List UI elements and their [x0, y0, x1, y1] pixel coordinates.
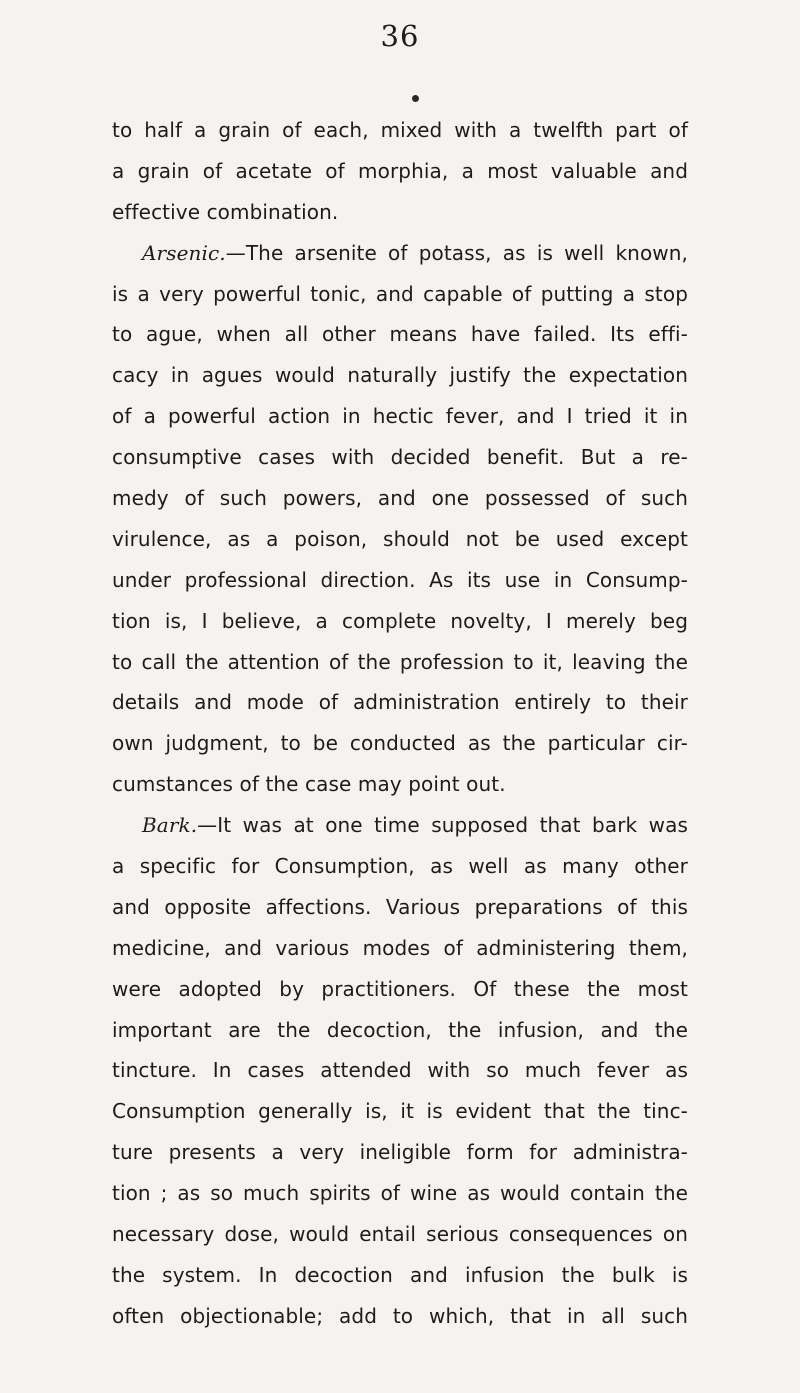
text-line: [112, 601, 688, 642]
text-line: [112, 1010, 688, 1051]
text-line: [112, 192, 688, 233]
line-text: medy of such powers, and one possessed of such: [112, 486, 688, 511]
text-line: [112, 1296, 688, 1337]
text-line: [112, 519, 688, 560]
line-text: a specific for Consumption, as well as many other: [112, 854, 688, 879]
line-text: Consumption generally is, it is evident that the tinc-: [112, 1099, 688, 1124]
text-line: [112, 560, 688, 601]
line-text: tion ; as so much spirits of wine as would contain the: [112, 1181, 688, 1206]
line-text: tincture. In cases attended with so much fever as: [112, 1058, 688, 1083]
line-text: virulence, as a poison, should not be used except: [112, 526, 688, 551]
line-text: is a very powerful tonic, and capable of putting a stop: [112, 281, 688, 306]
line-text: and opposite affections. Various preparations of this: [112, 894, 688, 919]
text-line: [112, 1050, 688, 1091]
line-text: to half a grain of each, mixed with a twelfth part of: [112, 118, 688, 142]
section-term: Arsenic.: [142, 240, 226, 265]
line-text: details and mode of administration entirely to their: [112, 690, 688, 715]
line-text: to ague, when all other means have failed. Its effi-: [112, 322, 688, 347]
line-text: necessary dose, would entail serious consequences on: [112, 1222, 688, 1247]
text-line: [112, 1214, 688, 1255]
text-line: [112, 355, 688, 396]
text-line: [112, 682, 688, 723]
line-text: a grain of acetate of morphia, a most valuable and: [112, 158, 688, 183]
text-line: [112, 314, 688, 355]
line-text: ture presents a very ineligible form for administra-: [112, 1140, 688, 1165]
line-text: important are the decoction, the infusion, and the: [112, 1017, 688, 1042]
text-line: [112, 642, 688, 683]
line-text: often objectionable; add to which, that in all such: [112, 1303, 688, 1328]
line-text: own judgment, to be conducted as the particular cir-: [112, 731, 688, 756]
text-line: [112, 846, 688, 887]
text-line: [112, 887, 688, 928]
text-line: [112, 110, 688, 151]
line-text: tion is, I believe, a complete novelty, I merely beg: [112, 608, 688, 633]
text-line: [112, 396, 688, 437]
section-term: Bark.: [142, 813, 198, 838]
line-text: —The arsenite of potass, as is well known,: [225, 240, 688, 265]
line-text: —It was at one time supposed that bark was: [197, 813, 688, 838]
ink-speck: [412, 95, 419, 102]
line-text: under professional direction. As its use in Consump-: [112, 567, 688, 592]
line-text: to call the attention of the profession to it, leaving the: [112, 649, 688, 674]
text-line: [112, 928, 688, 969]
text-line: [112, 274, 688, 315]
line-text: the system. In decoction and infusion the bulk is: [112, 1262, 688, 1287]
text-line: [112, 478, 688, 519]
text-line: [112, 1132, 688, 1173]
text-line: [112, 1255, 688, 1296]
line-text: of a powerful action in hectic fever, and I tried it in: [112, 404, 688, 429]
text-line: [112, 1173, 688, 1214]
line-text: were adopted by practitioners. Of these the most: [112, 976, 688, 1001]
line-text: cumstances of the case may point out.: [112, 772, 506, 797]
body-text: [112, 110, 688, 1337]
text-line: [112, 764, 688, 805]
line-text: consumptive cases with decided benefit. But a re-: [112, 445, 688, 470]
text-line: [112, 723, 688, 764]
text-line: [112, 805, 688, 846]
text-line: [112, 969, 688, 1010]
line-text: medicine, and various modes of administering them,: [112, 935, 688, 960]
page-number: 36: [380, 19, 420, 53]
line-text: effective combination.: [112, 199, 339, 224]
line-text: cacy in agues would naturally justify the expectation: [112, 363, 688, 388]
text-line: [112, 1091, 688, 1132]
text-line: [112, 233, 688, 274]
text-line: [112, 437, 688, 478]
text-line: [112, 151, 688, 192]
